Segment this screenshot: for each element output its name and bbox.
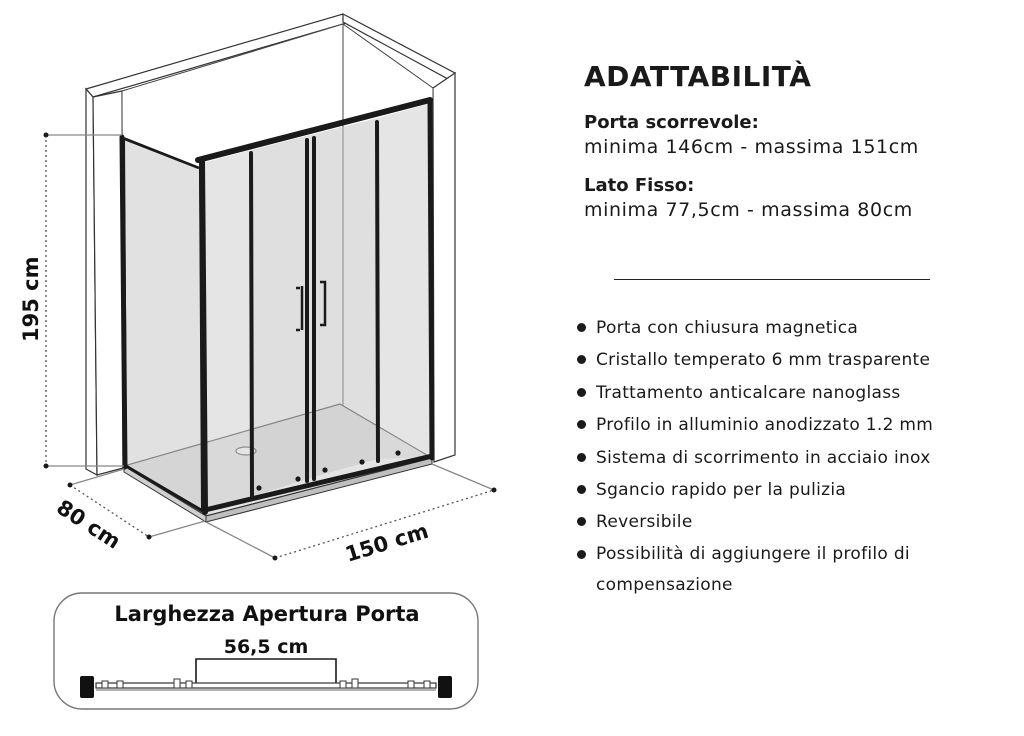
feature-text: Trattamento anticalcare nanoglass: [596, 382, 901, 403]
door-frame-4: [377, 122, 378, 461]
opening-width-box: [54, 593, 478, 709]
spec-heading: Porta scorrevole:: [584, 111, 759, 133]
feature-item: [574, 474, 1014, 506]
roller-icon: [256, 485, 261, 490]
feature-text: Cristallo temperato 6 mm trasparente: [596, 350, 931, 371]
depth-ext-b: [149, 521, 205, 537]
corner-post: [202, 161, 205, 512]
feature-item: [574, 506, 1014, 538]
bullet-icon: [577, 517, 586, 526]
feature-item: [574, 442, 1014, 474]
plan-roller-icon: [117, 681, 123, 688]
roller-icon: [295, 476, 300, 481]
spec-panel: [584, 62, 1014, 237]
glass-panels: [124, 104, 430, 512]
spec-heading: Lato Fisso:: [584, 174, 695, 196]
feature-item: [574, 377, 1014, 409]
wall-profile-left: [122, 137, 125, 467]
bullet-icon: [577, 420, 586, 429]
bullet-icon: [577, 323, 586, 332]
front-panel-3: [310, 118, 378, 478]
plan-roller-icon: [102, 681, 108, 688]
spec-value: minima 77,5cm - massima 80cm: [584, 199, 913, 222]
plan-post-right: [438, 676, 452, 698]
feature-item: [574, 539, 996, 601]
feature-text: Reversibile: [596, 512, 693, 533]
width-ext-b: [432, 464, 494, 490]
opening-title: Larghezza Apertura Porta: [114, 602, 420, 626]
front-panel-1: [202, 150, 251, 512]
feature-text: Possibilità di aggiungere il profilo di compensazione: [596, 543, 910, 595]
plan-roller-icon: [174, 679, 180, 688]
plan-rail: [96, 683, 436, 688]
bullet-icon: [577, 485, 586, 494]
width-label: 150 cm: [342, 518, 432, 567]
feature-list: [574, 312, 1014, 601]
spec-group-sliding-door: [584, 111, 1014, 160]
height-label: 195 cm: [19, 256, 43, 342]
roller-icon: [395, 450, 400, 455]
bullet-icon: [577, 355, 586, 364]
spec-title: ADATTABILITÀ: [584, 60, 812, 93]
door-frame-1: [251, 153, 252, 497]
roller-icon: [322, 467, 327, 472]
front-panel-4: [378, 104, 430, 459]
plan-roller-icon: [186, 681, 192, 688]
feature-text: Sistema di scorrimento in acciaio inox: [596, 447, 931, 468]
feature-item: [574, 344, 1014, 376]
plan-roller-icon: [424, 681, 430, 688]
bullet-icon: [577, 388, 586, 397]
depth-label: 80 cm: [52, 495, 125, 554]
plan-roller-icon: [408, 681, 414, 688]
opening-width-label: 56,5 cm: [223, 636, 309, 658]
plan-post-left: [80, 676, 94, 698]
spec-group-fixed-side: [584, 174, 1014, 223]
feature-item: [574, 312, 1014, 344]
left-wall-edge: [93, 91, 123, 475]
bullet-icon: [577, 550, 586, 559]
feature-text: Sgancio rapido per la pulizia: [596, 480, 847, 501]
right-wall-face: [433, 73, 455, 462]
section-divider: [614, 279, 930, 280]
bullet-icon: [577, 453, 586, 462]
feature-item: [574, 409, 1014, 441]
wall-profile-right: [430, 100, 432, 458]
plan-roller-icon: [352, 679, 358, 688]
width-ext-a: [206, 522, 275, 558]
plan-roller-icon: [340, 681, 346, 688]
spec-value: minima 146cm - massima 151cm: [584, 136, 919, 159]
feature-text: Porta con chiusura magnetica: [596, 318, 859, 338]
side-fixed-panel: [124, 138, 202, 510]
roller-icon: [359, 459, 364, 464]
feature-text: Profilo in alluminio anodizzato 1.2 mm: [596, 415, 934, 436]
